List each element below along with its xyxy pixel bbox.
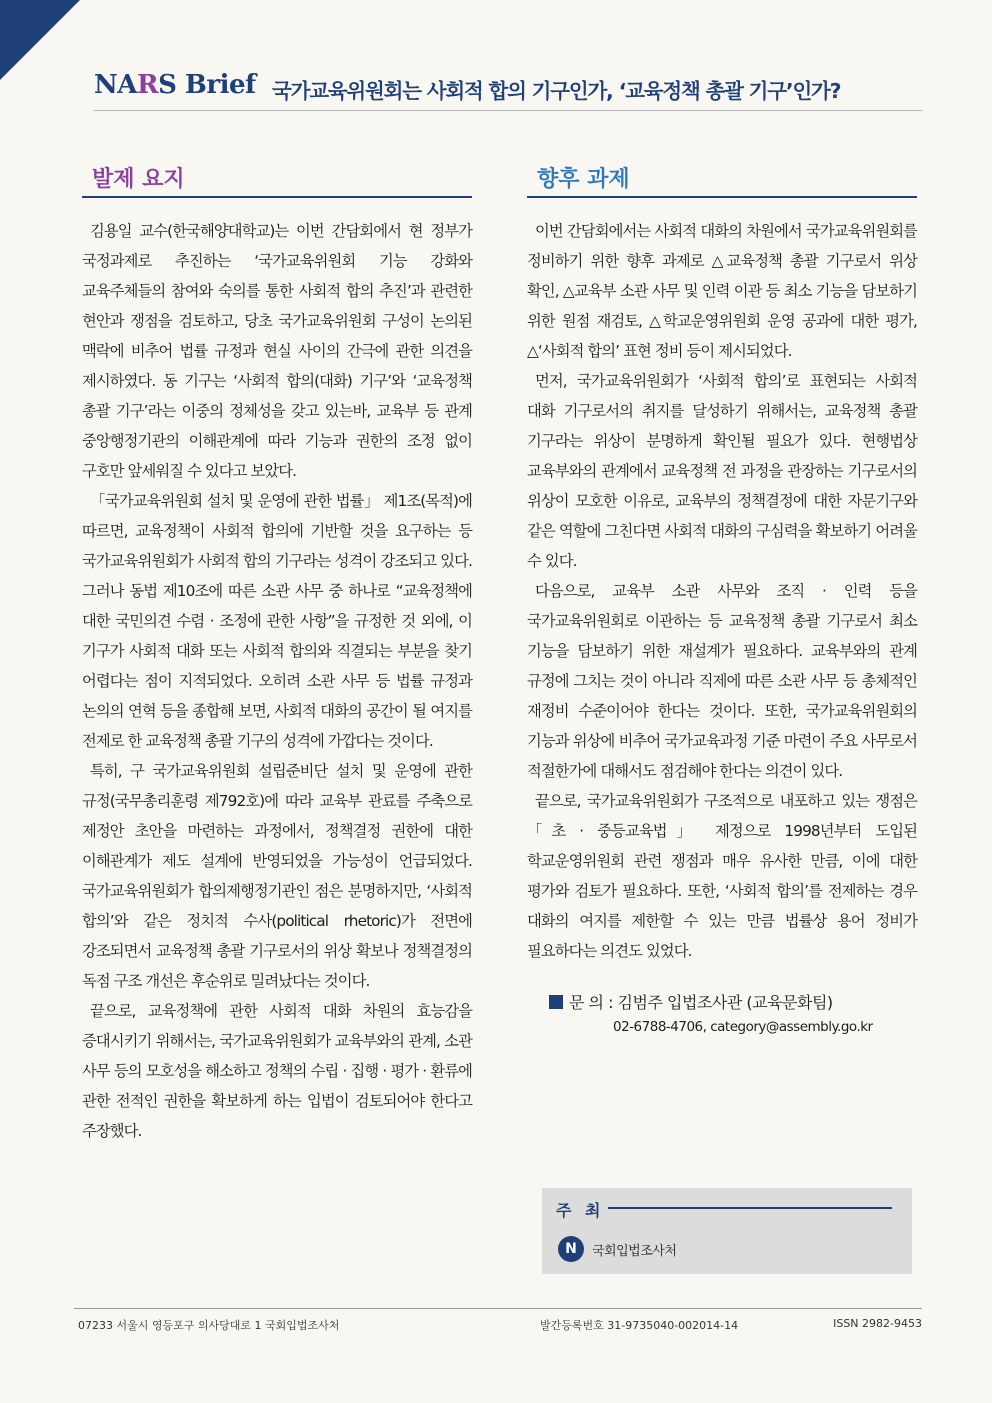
- paragraph: 끝으로, 국가교육위원회가 구조적으로 내포하고 있는 쟁점은 「초 · 중등교육법」 제정으로 1998년부터 도입된 학교운영위원회 관련 쟁점과 매우 유사한 만큼, 이에 대한 평가와 검토가 필요하다. 또한, ‘사회적 합의’를 전제하는 경우 대화의 여지를 제한할 수 있는 만큼 법률상 용어 정비가 필요하다는 의견도 있었다.: [527, 792, 917, 960]
- summary-column: [82, 156, 472, 1146]
- sponsor-box: [542, 1188, 912, 1274]
- divider: [608, 1207, 892, 1209]
- summary-title: 발제 요지: [92, 167, 185, 192]
- contact-person: 문 의 : 김범주 입법조사관 (교육문화팀): [569, 993, 833, 1012]
- square-bullet-icon: [549, 995, 563, 1009]
- future-tasks-heading: [527, 156, 917, 198]
- paragraph: 특히, 구 국가교육위원회 설립준비단 설치 및 운영에 관한 규정(국무총리훈령 제792호)에 따라 교육부 관료를 주축으로 제정안 초안을 마련하는 과정에서, 정책결정 권한에 대한 이해관계가 제도 설계에 반영되었을 가능성이 언급되었다. 국가교육위원회가 합의제행정기관인 점은 분명하지만, ‘사회적 합의’와 같은 정치적 수사(political rhetoric)가 전면에 강조되면서 교육정책 총괄 기구로서의 위상 확보나 정책결정의 독점 구조 개선은 후순위로 밀려났다는 것이다.: [82, 762, 472, 990]
- footer-registration-number: 발간등록번호 31-9735040-002014-14: [540, 1319, 739, 1332]
- page-footer: [74, 1308, 922, 1339]
- summary-body: [82, 216, 472, 1146]
- paragraph: 끝으로, 교육정책에 관한 사회적 대화 차원의 효능감을 증대시키기 위해서는, 국가교육위원회가 교육부와의 관계, 소관 사무 등의 모호성을 해소하고 정책의 수립 · 집행 · 평가 · 환류에 관한 전적인 권한을 확보하게 하는 입법이 검토되어야 한다고 주장했다.: [82, 1002, 472, 1140]
- nars-brief-logo: NARS Brief: [94, 70, 256, 100]
- paragraph: 다음으로, 교육부 소관 사무와 조직 · 인력 등을 국가교육위원회로 이관하는 등 교육정책 총괄 기구로서 최소 기능을 담보하기 위한 재설계가 필요하다. 교육부와의 관계 규정에 그치는 것이 아니라 직제에 따른 소관 사무 등 총체적인 재정비 수준이어야 한다는 것이다. 또한, 국가교육위원회의 기능과 위상에 비추어 국가교육과정 기준 마련이 주요 사무로서 적절한가에 대해서도 점검해야 한다는 의견이 있다.: [527, 582, 917, 780]
- future-tasks-body: [527, 216, 917, 966]
- footer-address: 07233 서울시 영등포구 의사당대로 1 국회입법조사처: [78, 1319, 340, 1332]
- paragraph: 이번 간담회에서는 사회적 대화의 차원에서 국가교육위원회를 정비하기 위한 향후 과제로 △교육정책 총괄 기구로서 위상 확인, △교육부 소관 사무 및 인력 이관 등 최소 기능을 담보하기 위한 원점 재검토, △학교운영위원회 운영 공과에 대한 평가, △‘사회적 합의’ 표현 정비 등이 제시되었다.: [527, 222, 917, 360]
- corner-decoration: [0, 0, 80, 80]
- paragraph: 김용일 교수(한국해양대학교)는 이번 간담회에서 현 정부가 국정과제로 추진하는 ‘국가교육위원회 기능 강화와 교육주체들의 참여와 숙의를 통한 사회적 합의 추진’과 관련한 현안과 쟁점을 검토하고, 당초 국가교육위원회 구성이 논의된 맥락에 비추어 법률 규정과 현실 사이의 간극에 관한 의견을 제시하였다. 동 기구는 ‘사회적 합의(대화) 기구’와 ‘교육정책 총괄 기구’라는 이중의 정체성을 갖고 있는바, 교육부 등 관계 중앙행정기관의 이해관계에 따라 기능과 권한의 조정 없이 구호만 앞세워질 수 있다고 보았다.: [82, 222, 472, 480]
- footer-issn: ISSN 2982-9453: [833, 1317, 922, 1330]
- future-tasks-title: 향후 과제: [537, 167, 630, 192]
- paragraph: 「국가교육위원회 설치 및 운영에 관한 법률」 제1조(목적)에 따르면, 교육정책이 사회적 합의에 기반할 것을 요구하는 등 국가교육위원회가 사회적 합의 기구라는 성격이 강조되고 있다. 그러나 동법 제10조에 따른 소관 사무 중 하나로 “교육정책에 대한 국민의견 수렴 · 조정에 관한 사항”을 규정한 것 외에, 이 기구가 사회적 대화 또는 사회적 합의와 직결되는 부분을 찾기 어렵다는 점이 지적되었다. 오히려 소관 사무 등 법률 규정과 논의의 연혁 등을 종합해 보면, 사회적 대화의 공간이 될 여지를 전제로 한 교육정책 총괄 기구의 성격에 가깝다는 것이다.: [82, 492, 472, 750]
- paragraph: 먼저, 국가교육위원회가 ‘사회적 합의’로 표현되는 사회적 대화 기구로서의 취지를 달성하기 위해서는, 교육정책 총괄 기구라는 위상이 분명하게 확인될 필요가 있다. 현행법상 교육부와의 관계에서 교육정책 전 과정을 관장하는 기구로서의 위상이 모호한 이유로, 교육부의 정책결정에 대한 자문기구와 같은 역할에 그친다면 사회적 대화의 구심력을 확보하기 어려울 수 있다.: [527, 372, 917, 570]
- sponsor-label: 주 최: [556, 1201, 605, 1220]
- document-title: 국가교육위원회는 사회적 합의 기구인가, ‘교육정책 총괄 기구’인가?: [272, 79, 841, 103]
- nars-emblem-icon: N: [558, 1236, 584, 1262]
- contact-info: [527, 990, 917, 1035]
- summary-heading: [82, 156, 472, 198]
- contact-details: 02-6788-4706, category@assembly.go.kr: [613, 1019, 873, 1035]
- sponsor-org-name: 국회입법조사처: [592, 1244, 677, 1259]
- future-tasks-column: [527, 156, 917, 1035]
- page-header: [94, 62, 922, 111]
